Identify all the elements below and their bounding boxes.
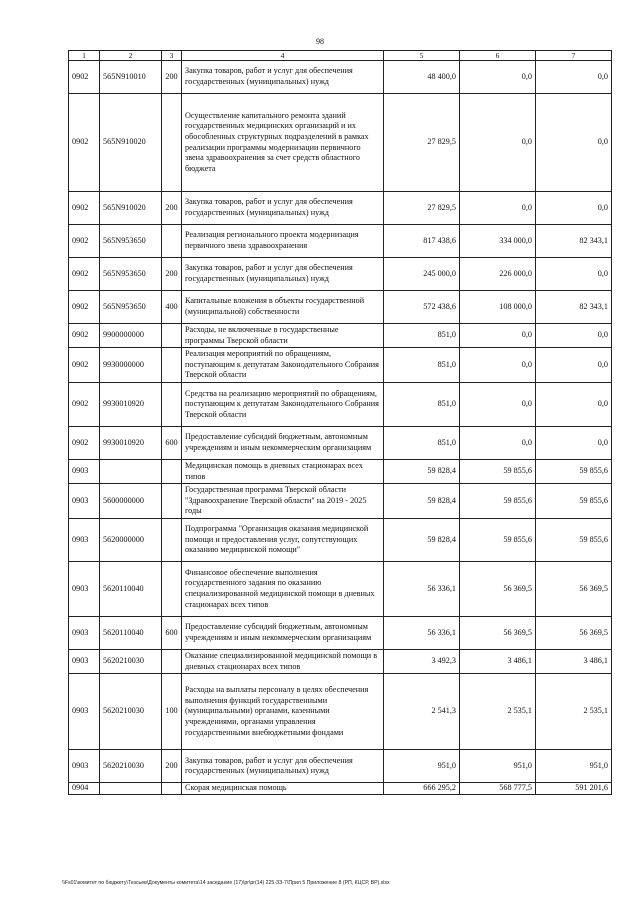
cell-amount-year-2: 226 000,0 — [460, 258, 536, 291]
cell-amount-year-1: 27 829,5 — [384, 192, 460, 225]
cell-amount-year-1: 59 828,4 — [384, 484, 460, 519]
cell-name: Средства на реализацию мероприятий по обращениям, поступающим к депутатам Законодательного Собрания Тверской области — [182, 382, 384, 426]
cell-section-code: 0902 — [69, 348, 100, 383]
cell-amount-year-3: 0,0 — [536, 61, 612, 94]
cell-amount-year-3: 82 343,1 — [536, 291, 612, 324]
cell-amount-year-1: 2 541,3 — [384, 674, 460, 750]
cell-expense-type — [162, 561, 182, 616]
cell-amount-year-2: 56 369,5 — [460, 616, 536, 649]
cell-name: Закупка товаров, работ и услуг для обеспечения государственных (муниципальных) нужд — [182, 61, 384, 94]
table-row — [69, 61, 612, 94]
cell-section-code: 0902 — [69, 291, 100, 324]
cell-amount-year-2: 0,0 — [460, 192, 536, 225]
cell-name: Государственная программа Тверской области "Здравоохранение Тверской области" на 2019 - 2025 годы — [182, 484, 384, 519]
table-row — [69, 258, 612, 291]
cell-amount-year-3: 0,0 — [536, 258, 612, 291]
cell-expense-type: 200 — [162, 61, 182, 94]
cell-amount-year-2: 2 535,1 — [460, 674, 536, 750]
cell-amount-year-2: 0,0 — [460, 426, 536, 459]
cell-section-code: 0903 — [69, 518, 100, 561]
cell-name: Закупка товаров, работ и услуг для обеспечения государственных (муниципальных) нужд — [182, 258, 384, 291]
cell-amount-year-2: 0,0 — [460, 324, 536, 348]
cell-expense-type — [162, 484, 182, 519]
cell-amount-year-3: 0,0 — [536, 94, 612, 192]
column-header: 2 — [100, 51, 162, 61]
cell-section-code: 0904 — [69, 783, 100, 795]
cell-expense-type: 200 — [162, 258, 182, 291]
cell-amount-year-3: 56 369,5 — [536, 616, 612, 649]
cell-target-article: 565N910010 — [100, 61, 162, 94]
cell-section-code: 0902 — [69, 324, 100, 348]
cell-amount-year-1: 851,0 — [384, 324, 460, 348]
cell-target-article: 5620210030 — [100, 649, 162, 673]
cell-target-article: 5620210030 — [100, 750, 162, 783]
cell-expense-type: 200 — [162, 750, 182, 783]
cell-name: Осуществление капитального ремонта зданий государственных медицинских организаций и их обособленных структурных подразделений в рамках реализации программы модернизации первичного звена здравоохранения за счет средств областного бюджета — [182, 94, 384, 192]
cell-amount-year-3: 0,0 — [536, 192, 612, 225]
cell-name: Предоставление субсидий бюджетным, автономным учреждениям и иным некоммерческим организациям — [182, 616, 384, 649]
table-row — [69, 324, 612, 348]
cell-expense-type — [162, 324, 182, 348]
cell-target-article — [100, 459, 162, 483]
cell-name: Подпрограмма "Организация оказания медицинской помощи и предоставления услуг, сопутствующих оказанию медицинской помощи" — [182, 518, 384, 561]
cell-amount-year-1: 666 295,2 — [384, 783, 460, 795]
cell-target-article: 5620110040 — [100, 561, 162, 616]
cell-amount-year-1: 48 400,0 — [384, 61, 460, 94]
cell-section-code: 0903 — [69, 616, 100, 649]
table-row — [69, 616, 612, 649]
cell-amount-year-2: 59 855,6 — [460, 484, 536, 519]
cell-name: Медицинская помощь в дневных стационарах всех типов — [182, 459, 384, 483]
table-row — [69, 518, 612, 561]
cell-amount-year-3: 56 369,5 — [536, 561, 612, 616]
cell-amount-year-3: 951,0 — [536, 750, 612, 783]
cell-amount-year-2: 59 855,6 — [460, 459, 536, 483]
cell-expense-type — [162, 459, 182, 483]
cell-name: Закупка товаров, работ и услуг для обеспечения государственных (муниципальных) нужд — [182, 192, 384, 225]
cell-amount-year-1: 572 438,6 — [384, 291, 460, 324]
cell-amount-year-1: 851,0 — [384, 426, 460, 459]
cell-amount-year-2: 59 855,6 — [460, 518, 536, 561]
cell-section-code: 0903 — [69, 674, 100, 750]
cell-amount-year-3: 0,0 — [536, 324, 612, 348]
cell-expense-type — [162, 348, 182, 383]
cell-amount-year-1: 59 828,4 — [384, 518, 460, 561]
table-row — [69, 291, 612, 324]
cell-section-code: 0903 — [69, 561, 100, 616]
cell-target-article: 5620110040 — [100, 616, 162, 649]
table-row — [69, 382, 612, 426]
column-header: 4 — [182, 51, 384, 61]
cell-target-article: 565N910020 — [100, 192, 162, 225]
cell-section-code: 0903 — [69, 484, 100, 519]
cell-expense-type — [162, 783, 182, 795]
cell-target-article — [100, 783, 162, 795]
cell-amount-year-1: 245 000,0 — [384, 258, 460, 291]
cell-target-article: 565N910020 — [100, 94, 162, 192]
cell-amount-year-1: 3 492,3 — [384, 649, 460, 673]
table-row — [69, 750, 612, 783]
cell-name: Скорая медицинская помощь — [182, 783, 384, 795]
cell-section-code: 0903 — [69, 649, 100, 673]
cell-expense-type: 400 — [162, 291, 182, 324]
cell-name: Расходы, не включенные в государственные программы Тверской области — [182, 324, 384, 348]
cell-target-article: 5620000000 — [100, 518, 162, 561]
cell-section-code: 0902 — [69, 225, 100, 258]
cell-expense-type — [162, 518, 182, 561]
cell-section-code: 0902 — [69, 382, 100, 426]
cell-amount-year-2: 0,0 — [460, 61, 536, 94]
cell-amount-year-2: 108 000,0 — [460, 291, 536, 324]
table-row — [69, 225, 612, 258]
cell-section-code: 0902 — [69, 426, 100, 459]
cell-expense-type: 100 — [162, 674, 182, 750]
table-row — [69, 94, 612, 192]
table-row — [69, 459, 612, 483]
column-header: 3 — [162, 51, 182, 61]
cell-amount-year-3: 3 486,1 — [536, 649, 612, 673]
cell-amount-year-2: 0,0 — [460, 94, 536, 192]
cell-section-code: 0902 — [69, 61, 100, 94]
cell-target-article: 5600000000 — [100, 484, 162, 519]
cell-amount-year-1: 56 336,1 — [384, 616, 460, 649]
table-header-row — [69, 51, 612, 61]
cell-name: Капитальные вложения в объекты государственной (муниципальной) собственности — [182, 291, 384, 324]
cell-target-article: 9930010920 — [100, 382, 162, 426]
cell-amount-year-3: 0,0 — [536, 382, 612, 426]
cell-expense-type: 200 — [162, 192, 182, 225]
cell-expense-type — [162, 382, 182, 426]
cell-amount-year-3: 59 855,6 — [536, 459, 612, 483]
cell-name: Расходы на выплаты персоналу в целях обеспечения выполнения функций государственными (муниципальными) органами, казенными учреждениями, органами управления государственными внебюджетными фондами — [182, 674, 384, 750]
cell-expense-type — [162, 225, 182, 258]
cell-target-article: 9930010920 — [100, 426, 162, 459]
cell-amount-year-2: 0,0 — [460, 348, 536, 383]
cell-target-article: 9930000000 — [100, 348, 162, 383]
cell-amount-year-3: 0,0 — [536, 426, 612, 459]
cell-section-code: 0903 — [69, 459, 100, 483]
cell-amount-year-2: 951,0 — [460, 750, 536, 783]
cell-amount-year-1: 817 438,6 — [384, 225, 460, 258]
cell-amount-year-3: 59 855,6 — [536, 484, 612, 519]
cell-name: Финансовое обеспечение выполнения государственного задания по оказанию специализированной медицинской помощи в дневных стационарах всех типов — [182, 561, 384, 616]
cell-amount-year-1: 851,0 — [384, 382, 460, 426]
table-row — [69, 561, 612, 616]
cell-amount-year-2: 56 369,5 — [460, 561, 536, 616]
cell-amount-year-3: 591 201,6 — [536, 783, 612, 795]
table-row — [69, 674, 612, 750]
cell-amount-year-2: 334 000,0 — [460, 225, 536, 258]
cell-section-code: 0903 — [69, 750, 100, 783]
cell-amount-year-3: 2 535,1 — [536, 674, 612, 750]
cell-name: Оказание специализированной медицинской помощи в дневных стационарах всех типов — [182, 649, 384, 673]
cell-amount-year-1: 56 336,1 — [384, 561, 460, 616]
cell-amount-year-2: 0,0 — [460, 382, 536, 426]
cell-section-code: 0902 — [69, 258, 100, 291]
table-row — [69, 649, 612, 673]
cell-name: Закупка товаров, работ и услуг для обеспечения государственных (муниципальных) нужд — [182, 750, 384, 783]
cell-target-article: 565N953650 — [100, 225, 162, 258]
cell-target-article: 565N953650 — [100, 291, 162, 324]
cell-name: Предоставление субсидий бюджетным, автономным учреждениям и иным некоммерческим организациям — [182, 426, 384, 459]
page-number: 98 — [316, 37, 324, 46]
cell-expense-type — [162, 94, 182, 192]
cell-expense-type — [162, 649, 182, 673]
budget-table — [68, 50, 612, 795]
table-row — [69, 484, 612, 519]
cell-expense-type: 600 — [162, 426, 182, 459]
cell-amount-year-3: 59 855,6 — [536, 518, 612, 561]
cell-expense-type: 600 — [162, 616, 182, 649]
cell-section-code: 0902 — [69, 192, 100, 225]
table-row — [69, 783, 612, 795]
column-header: 5 — [384, 51, 460, 61]
cell-target-article: 565N953650 — [100, 258, 162, 291]
cell-name: Реализация регионального проекта модернизация первичного звена здравоохранения — [182, 225, 384, 258]
cell-amount-year-1: 27 829,5 — [384, 94, 460, 192]
column-header: 1 — [69, 51, 100, 61]
table-row — [69, 348, 612, 383]
cell-amount-year-1: 851,0 — [384, 348, 460, 383]
cell-target-article: 5620210030 — [100, 674, 162, 750]
cell-amount-year-2: 3 486,1 — [460, 649, 536, 673]
file-path-footer: \\Fs01\комитет по бюджету\Тезсьев\Документы комитета\14 заседание (17)\pr\pr(14) 225-ЗЗ-7\Прил 5 Приложение 8 (РП, КЦСР, ВР).xlsx — [62, 880, 390, 886]
column-header: 6 — [460, 51, 536, 61]
cell-name: Реализация мероприятий по обращениям, поступающим к депутатам Законодательного Собрания Тверской области — [182, 348, 384, 383]
table-row — [69, 426, 612, 459]
cell-amount-year-3: 0,0 — [536, 348, 612, 383]
column-header: 7 — [536, 51, 612, 61]
cell-target-article: 9900000000 — [100, 324, 162, 348]
cell-amount-year-1: 59 828,4 — [384, 459, 460, 483]
table-row — [69, 192, 612, 225]
cell-section-code: 0902 — [69, 94, 100, 192]
cell-amount-year-1: 951,0 — [384, 750, 460, 783]
cell-amount-year-3: 82 343,1 — [536, 225, 612, 258]
cell-amount-year-2: 568 777,5 — [460, 783, 536, 795]
